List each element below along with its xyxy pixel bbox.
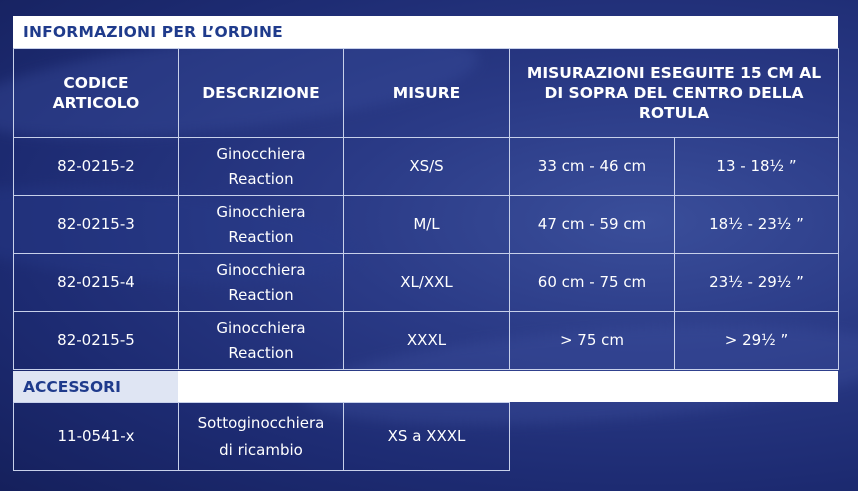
table-header-row <box>14 49 839 138</box>
cell-inch: 23½ - 29½ ” <box>675 254 839 312</box>
table-row <box>14 196 839 254</box>
cell-inch: 13 - 18½ ” <box>675 138 839 196</box>
header-misure: MISURE <box>344 49 510 138</box>
cell-cm: > 75 cm <box>510 312 675 370</box>
cell-codice: 82-0215-4 <box>14 254 179 312</box>
accessori-table <box>13 402 510 471</box>
cell-misure: XXXL <box>344 312 510 370</box>
cell-descrizione: Ginocchiera Reaction <box>179 312 344 370</box>
accessori-label-box <box>13 371 178 402</box>
cell-misure: XS a XXXL <box>344 403 510 471</box>
table-row <box>14 138 839 196</box>
cell-misure: XL/XXL <box>344 254 510 312</box>
cell-cm: 47 cm - 59 cm <box>510 196 675 254</box>
table-row <box>14 312 839 370</box>
cell-codice: 82-0215-3 <box>14 196 179 254</box>
cell-descrizione: Ginocchiera Reaction <box>179 138 344 196</box>
cell-cm: 60 cm - 75 cm <box>510 254 675 312</box>
cell-descrizione: Ginocchiera Reaction <box>179 254 344 312</box>
order-info-title: INFORMAZIONI PER L’ORDINE <box>23 23 283 41</box>
cell-codice: 82-0215-2 <box>14 138 179 196</box>
table-row <box>14 254 839 312</box>
cell-misure: M/L <box>344 196 510 254</box>
accessori-bar <box>13 371 838 402</box>
cell-codice: 82-0215-5 <box>14 312 179 370</box>
accessori-label: ACCESSORI <box>23 377 121 396</box>
cell-descrizione: Sottoginocchiera di ricambio <box>179 403 344 471</box>
accessori-bar-fill <box>178 371 838 402</box>
order-info-table <box>13 48 839 370</box>
cell-descrizione: Ginocchiera Reaction <box>179 196 344 254</box>
cell-misure: XS/S <box>344 138 510 196</box>
cell-cm: 33 cm - 46 cm <box>510 138 675 196</box>
cell-inch: 18½ - 23½ ” <box>675 196 839 254</box>
header-descrizione: DESCRIZIONE <box>179 49 344 138</box>
order-info-title-bar <box>13 16 838 48</box>
cell-codice: 11-0541-x <box>14 403 179 471</box>
header-misurazioni: MISURAZIONI ESEGUITE 15 CM AL DI SOPRA DEL CENTRO DELLA ROTULA <box>510 49 839 138</box>
cell-inch: > 29½ ” <box>675 312 839 370</box>
table-row <box>14 403 510 471</box>
header-codice: CODICE ARTICOLO <box>14 49 179 138</box>
